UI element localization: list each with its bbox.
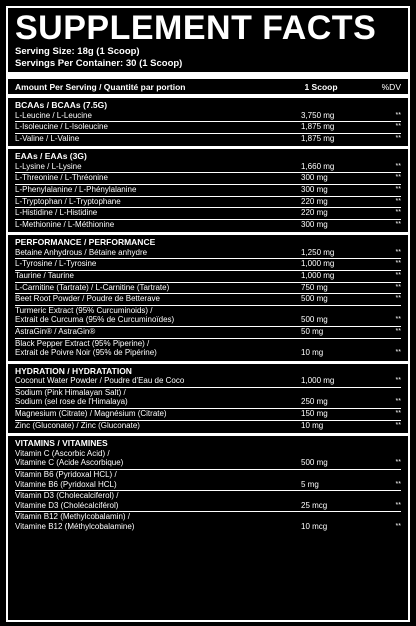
nutrient-amount: 1,000 mg: [301, 376, 335, 386]
nutrient-dv: **: [395, 316, 401, 324]
nutrient-name: Vitamin D3 (Cholecalciferol) / Vitamine D3 (Cholécalciférol): [15, 491, 119, 510]
nutrient-row: [15, 339, 401, 359]
serving-size: Serving Size: 18g (1 Scoop): [15, 46, 140, 57]
nutrient-amount: 500 mg: [301, 315, 328, 325]
nutrient-amount: 1,660 mg: [301, 161, 335, 171]
section-title: BCAAs / BCAAs (7.5G): [15, 100, 108, 110]
nutrient-row: [15, 512, 401, 532]
nutrient-name: L-Methionine / L-Méthionine: [15, 219, 115, 229]
servings-per-container: Servings Per Container: 30 (1 Scoop): [15, 58, 183, 69]
nutrient-amount: 10 mg: [301, 420, 324, 430]
nutrient-row: [15, 208, 401, 220]
header-amount: Amount Per Serving / Quantité par portion: [15, 82, 186, 92]
nutrient-dv: **: [395, 501, 401, 509]
nutrient-row: [15, 449, 401, 470]
nutrient-dv: **: [395, 197, 401, 205]
nutrient-dv: **: [395, 185, 401, 193]
nutrient-dv: **: [395, 377, 401, 385]
nutrient-amount: 300 mg: [301, 173, 328, 183]
nutrient-row: [15, 111, 401, 123]
nutrient-row: [15, 122, 401, 134]
nutrient-amount: 500 mg: [301, 294, 328, 304]
nutrient-row: [15, 162, 401, 174]
panel-title: SUPPLEMENT FACTS: [15, 9, 377, 47]
nutrient-name: AstraGin® / AstraGin®: [15, 327, 96, 336]
nutrient-dv: **: [395, 272, 401, 280]
nutrient-row: [15, 306, 401, 327]
nutrient-row: [15, 421, 401, 432]
nutrient-dv: **: [395, 480, 401, 488]
section-title: HYDRATION / HYDRATATION: [8, 361, 408, 377]
nutrient-dv: **: [395, 522, 401, 530]
nutrient-amount: 50 mg: [301, 327, 324, 336]
nutrient-name: L-Histidine / L-Histidine: [15, 208, 98, 218]
nutrient-amount: 3,750 mg: [301, 110, 335, 120]
nutrient-dv: **: [395, 260, 401, 268]
nutrient-name: Turmeric Extract (95% Curcuminoids) / Extrait de Curcuma (95% de Curcuminoïdes): [15, 305, 175, 325]
nutrient-dv: **: [395, 162, 401, 170]
nutrient-dv: **: [395, 283, 401, 291]
nutrient-amount: 500 mg: [301, 458, 328, 468]
nutrient-dv: **: [395, 123, 401, 131]
nutrient-row: [15, 185, 401, 197]
nutrient-row: [15, 283, 401, 295]
header-divider: [8, 94, 408, 98]
nutrient-dv: **: [395, 174, 401, 182]
nutrient-name: Vitamin B12 (Methylcobalamin) / Vitamine B12 (Méthylcobalamine): [15, 512, 135, 531]
nutrient-dv: **: [395, 421, 401, 429]
nutrient-row: [15, 491, 401, 512]
nutrient-row: [15, 197, 401, 209]
nutrient-name: Beet Root Powder / Poudre de Betterave: [15, 294, 160, 304]
nutrient-amount: 25 mcg: [301, 500, 328, 510]
nutrient-dv: **: [395, 248, 401, 256]
section-title: PERFORMANCE / PERFORMANCE: [8, 232, 408, 248]
nutrient-name: Zinc (Gluconate) / Zinc (Gluconate): [15, 420, 140, 430]
nutrient-amount: 300 mg: [301, 184, 328, 194]
nutrient-amount: 1,000 mg: [301, 271, 335, 281]
nutrient-amount: 220 mg: [301, 208, 328, 218]
nutrient-name: L-Tyrosine / L-Tyrosine: [15, 259, 97, 269]
header-dv: %DV: [381, 82, 401, 92]
nutrient-row: [15, 409, 401, 421]
nutrient-amount: 10 mg: [301, 348, 324, 358]
nutrient-name: L-Carnitine (Tartrate) / L-Carnitine (Tartrate): [15, 282, 170, 292]
nutrient-dv: **: [395, 111, 401, 119]
supplement-facts-panel: [6, 6, 410, 622]
nutrient-amount: 300 mg: [301, 219, 328, 229]
nutrient-row: [15, 294, 401, 306]
header-scoop: 1 Scoop: [304, 82, 338, 92]
nutrient-dv: **: [395, 295, 401, 303]
section-title: VITAMINS / VITAMINES: [8, 433, 408, 449]
nutrient-name: Vitamin C (Ascorbic Acid) / Vitamine C (Acide Ascorbique): [15, 448, 124, 468]
nutrient-name: Betaine Anhydrous / Bétaine anhydre: [15, 247, 148, 257]
nutrient-name: L-Leucine / L-Leucine: [15, 110, 92, 120]
nutrient-dv: **: [395, 349, 401, 357]
nutrient-name: Sodium (Pink Himalayan Salt) / Sodium (sel rose de l'Himalaya): [15, 387, 128, 407]
nutrient-amount: 220 mg: [301, 196, 328, 206]
nutrient-row: [15, 248, 401, 260]
nutrient-name: Coconut Water Powder / Poudre d'Eau de Coco: [15, 376, 185, 386]
nutrient-amount: 1,875 mg: [301, 122, 335, 132]
nutrient-amount: 10 mcg: [301, 521, 328, 531]
nutrient-amount: 5 mg: [301, 479, 319, 489]
nutrient-name: L-Isoleucine / L-Isoleucine: [15, 122, 108, 132]
nutrient-amount: 1,875 mg: [301, 133, 335, 143]
nutrient-dv: **: [395, 459, 401, 467]
nutrient-name: Magnesium (Citrate) / Magnésium (Citrate): [15, 409, 167, 419]
nutrient-row: [15, 259, 401, 271]
nutrient-dv: **: [395, 209, 401, 217]
table-header: [15, 81, 401, 93]
nutrient-name: L-Tryptophan / L-Tryptophane: [15, 196, 121, 206]
nutrient-name: L-Lysine / L-Lysine: [15, 161, 82, 171]
nutrient-dv: **: [395, 410, 401, 418]
nutrient-dv: **: [395, 398, 401, 406]
nutrient-name: Taurine / Taurine: [15, 271, 74, 281]
nutrient-row: [15, 388, 401, 409]
nutrient-row: [15, 376, 401, 388]
nutrient-amount: 1,000 mg: [301, 259, 335, 269]
nutrient-name: L-Phenylalanine / L-Phénylalanine: [15, 184, 137, 194]
nutrient-dv: **: [395, 134, 401, 142]
nutrient-amount: 250 mg: [301, 397, 328, 407]
nutrient-amount: 1,250 mg: [301, 247, 335, 257]
nutrient-name: L-Valine / L-Valine: [15, 133, 80, 143]
nutrient-name: Black Pepper Extract (95% Piperine) / Extrait de Poivre Noir (95% de Pipérine): [15, 338, 157, 358]
nutrient-dv: **: [395, 220, 401, 228]
nutrient-row: [15, 470, 401, 491]
section-title: EAAs / EAAs (3G): [8, 146, 408, 162]
nutrient-sections: [15, 100, 401, 533]
nutrient-name: Vitamin B6 (Pyridoxal HCL) / Vitamine B6 (Pyridoxal HCL): [15, 469, 117, 489]
nutrient-row: [15, 134, 401, 145]
nutrient-row: [15, 173, 401, 185]
thick-divider: [8, 72, 408, 79]
nutrient-row: [15, 271, 401, 283]
nutrient-dv: **: [395, 328, 401, 335]
nutrient-row: [15, 327, 401, 339]
nutrient-row: [15, 220, 401, 231]
nutrient-amount: 150 mg: [301, 409, 328, 419]
nutrient-name: L-Threonine / L-Thréonine: [15, 173, 108, 183]
nutrient-amount: 750 mg: [301, 282, 328, 292]
